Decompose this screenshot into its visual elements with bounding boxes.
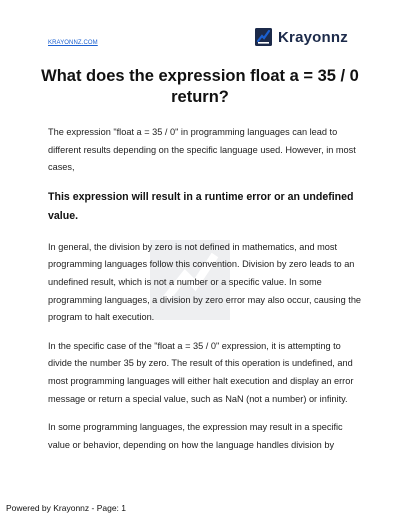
page-footer: Powered by Krayonnz - Page: 1 bbox=[6, 503, 127, 513]
body-paragraph-3: In some programming languages, the expression may result in a specific value or behavior, depending on how the language handles division by bbox=[48, 422, 343, 450]
brand-name: Krayonnz bbox=[278, 28, 348, 46]
highlight-statement: This expression will result in a runtime error or an undefined value. bbox=[48, 190, 354, 222]
krayonnz-logo-icon bbox=[255, 28, 272, 46]
brand-logo[interactable] bbox=[255, 27, 348, 47]
site-link[interactable]: KRAYONNZ.COM bbox=[48, 40, 98, 46]
page-title: What does the expression float a = 35 / 0 return? bbox=[41, 67, 359, 106]
body-paragraph-2: In the specific case of the "float a = 35 / 0" expression, it is attempting to divide the number 35 by zero. The result of this operation is undefined, and most programming languages will either halt execution and display an error message or return a special value, such as NaN (not a number) or infinity. bbox=[48, 340, 354, 404]
article-body bbox=[48, 124, 366, 465]
intro-paragraph: The expression "float a = 35 / 0" in programming languages can lead to different results depending on the specific language used. However, in most cases, bbox=[48, 127, 356, 173]
body-paragraph-1: In general, the division by zero is not defined in mathematics, and most programming languages follow this convention. Division by zero leads to an undefined result, which is not a number or a specific value. In some programming languages, a division by zero error may also occur, causing the program to halt execution. bbox=[48, 241, 362, 323]
page-header bbox=[0, 0, 400, 60]
